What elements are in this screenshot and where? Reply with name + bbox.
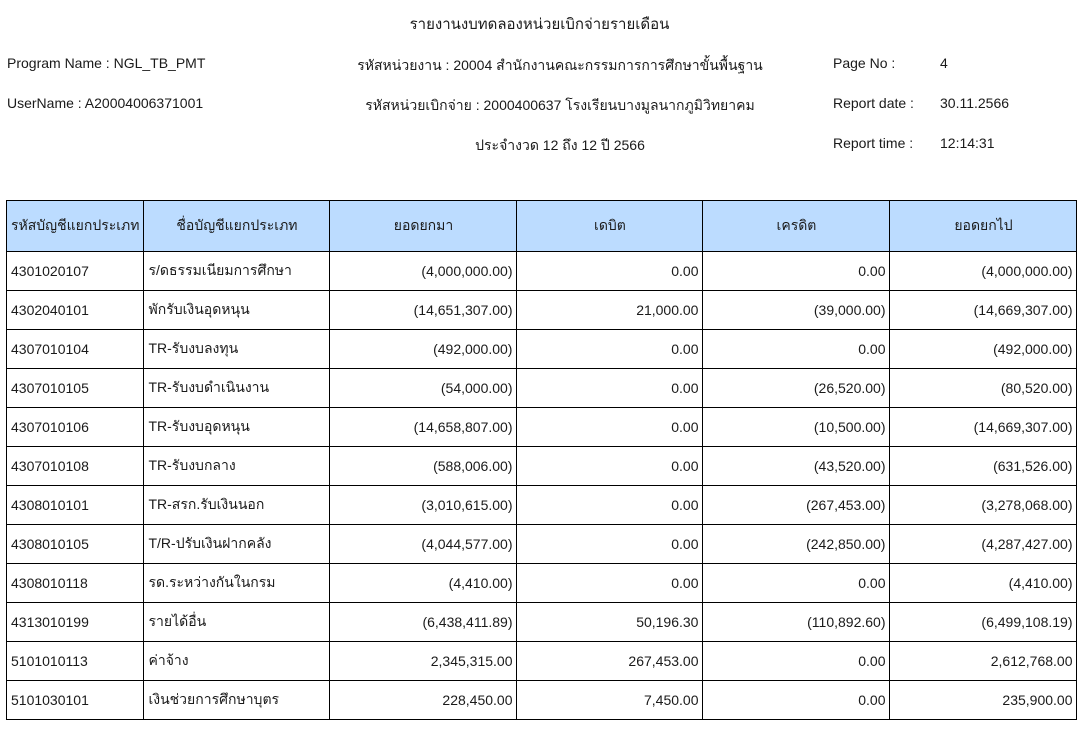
report-period: ประจำงวด 12 ถึง 12 ปี 2566 bbox=[475, 137, 645, 153]
credit-cell: 0.00 bbox=[703, 252, 890, 291]
opening-balance-cell: (14,658,807.00) bbox=[330, 408, 517, 447]
table-row bbox=[7, 642, 1077, 681]
closing-balance-cell: (4,287,427.00) bbox=[890, 525, 1077, 564]
credit-cell: (242,850.00) bbox=[703, 525, 890, 564]
credit-cell: (43,520.00) bbox=[703, 447, 890, 486]
table-row bbox=[7, 603, 1077, 642]
header-account-code: รหัสบัญชีแยกประเภท bbox=[7, 201, 144, 252]
credit-cell: (267,453.00) bbox=[703, 486, 890, 525]
debit-cell: 0.00 bbox=[517, 252, 703, 291]
closing-balance-cell: 235,900.00 bbox=[890, 681, 1077, 720]
account-code-cell: 4308010101 bbox=[7, 486, 144, 525]
closing-balance-cell: (6,499,108.19) bbox=[890, 603, 1077, 642]
table-row bbox=[7, 525, 1077, 564]
account-code-cell: 4307010108 bbox=[7, 447, 144, 486]
report-date-value: 30.11.2566 bbox=[940, 95, 1010, 111]
account-name-cell: TR-รับงบดำเนินงาน bbox=[144, 369, 330, 408]
opening-balance-cell: 228,450.00 bbox=[330, 681, 517, 720]
credit-cell: (110,892.60) bbox=[703, 603, 890, 642]
account-code-cell: 4307010104 bbox=[7, 330, 144, 369]
table-row bbox=[7, 252, 1077, 291]
account-code-cell: 4308010105 bbox=[7, 525, 144, 564]
page-no-value: 4 bbox=[940, 55, 948, 71]
table-row bbox=[7, 681, 1077, 720]
account-code-cell: 4301020107 bbox=[7, 252, 144, 291]
credit-cell: 0.00 bbox=[703, 564, 890, 603]
account-name-cell: TR-รับงบลงทุน bbox=[144, 330, 330, 369]
header-debit: เดบิต bbox=[517, 201, 703, 252]
credit-cell: 0.00 bbox=[703, 330, 890, 369]
debit-cell: 0.00 bbox=[517, 369, 703, 408]
account-code-cell: 5101030101 bbox=[7, 681, 144, 720]
account-code-cell: 4308010118 bbox=[7, 564, 144, 603]
credit-cell: (26,520.00) bbox=[703, 369, 890, 408]
account-code-cell: 4307010106 bbox=[7, 408, 144, 447]
header-opening-balance: ยอดยกมา bbox=[330, 201, 517, 252]
opening-balance-cell: 2,345,315.00 bbox=[330, 642, 517, 681]
opening-balance-cell: (492,000.00) bbox=[330, 330, 517, 369]
table-row bbox=[7, 369, 1077, 408]
report-time-value: 12:14:31 bbox=[940, 135, 995, 151]
program-name: Program Name : NGL_TB_PMT bbox=[7, 55, 206, 71]
account-name-cell: TR-รับงบอุดหนุน bbox=[144, 408, 330, 447]
credit-cell: 0.00 bbox=[703, 642, 890, 681]
opening-balance-cell: (588,006.00) bbox=[330, 447, 517, 486]
debit-cell: 0.00 bbox=[517, 447, 703, 486]
debit-cell: 267,453.00 bbox=[517, 642, 703, 681]
table-row bbox=[7, 330, 1077, 369]
closing-balance-cell: (3,278,068.00) bbox=[890, 486, 1077, 525]
account-name-cell: เงินช่วยการศึกษาบุตร bbox=[144, 681, 330, 720]
opening-balance-cell: (14,651,307.00) bbox=[330, 291, 517, 330]
closing-balance-cell: 2,612,768.00 bbox=[890, 642, 1077, 681]
user-name: UserName : A20004006371001 bbox=[7, 95, 204, 111]
table-row bbox=[7, 447, 1077, 486]
closing-balance-cell: (4,000,000.00) bbox=[890, 252, 1077, 291]
debit-cell: 0.00 bbox=[517, 525, 703, 564]
opening-balance-cell: (3,010,615.00) bbox=[330, 486, 517, 525]
opening-balance-cell: (4,044,577.00) bbox=[330, 525, 517, 564]
closing-balance-cell: (4,410.00) bbox=[890, 564, 1077, 603]
table-row bbox=[7, 564, 1077, 603]
page-no-label: Page No : bbox=[833, 55, 896, 71]
table-row bbox=[7, 408, 1077, 447]
report-date-label: Report date : bbox=[833, 95, 914, 111]
opening-balance-cell: (4,410.00) bbox=[330, 564, 517, 603]
header-credit: เครดิต bbox=[703, 201, 890, 252]
account-code-cell: 4302040101 bbox=[7, 291, 144, 330]
account-name-cell: ค่าจ้าง bbox=[144, 642, 330, 681]
debit-cell: 50,196.30 bbox=[517, 603, 703, 642]
disbursing-unit-code: รหัสหน่วยเบิกจ่าย : 2000400637 โรงเรียนบางมูลนากภูมิวิทยาคม bbox=[365, 97, 755, 113]
closing-balance-cell: (80,520.00) bbox=[890, 369, 1077, 408]
debit-cell: 0.00 bbox=[517, 564, 703, 603]
credit-cell: 0.00 bbox=[703, 681, 890, 720]
closing-balance-cell: (14,669,307.00) bbox=[890, 291, 1077, 330]
account-code-cell: 4307010105 bbox=[7, 369, 144, 408]
trial-balance-table bbox=[6, 200, 1077, 720]
debit-cell: 21,000.00 bbox=[517, 291, 703, 330]
account-name-cell: พักรับเงินอุดหนุน bbox=[144, 291, 330, 330]
opening-balance-cell: (4,000,000.00) bbox=[330, 252, 517, 291]
closing-balance-cell: (631,526.00) bbox=[890, 447, 1077, 486]
account-name-cell: รด.ระหว่างกันในกรม bbox=[144, 564, 330, 603]
account-name-cell: TR-สรก.รับเงินนอก bbox=[144, 486, 330, 525]
account-name-cell: T/R-ปรับเงินฝากคลัง bbox=[144, 525, 330, 564]
account-code-cell: 5101010113 bbox=[7, 642, 144, 681]
account-name-cell: ร/ดธรรมเนียมการศึกษา bbox=[144, 252, 330, 291]
report-title: รายงานงบทดลองหน่วยเบิกจ่ายรายเดือน bbox=[409, 16, 670, 33]
closing-balance-cell: (14,669,307.00) bbox=[890, 408, 1077, 447]
account-code-cell: 4313010199 bbox=[7, 603, 144, 642]
table-row bbox=[7, 486, 1077, 525]
credit-cell: (10,500.00) bbox=[703, 408, 890, 447]
account-name-cell: TR-รับงบกลาง bbox=[144, 447, 330, 486]
opening-balance-cell: (6,438,411.89) bbox=[330, 603, 517, 642]
credit-cell: (39,000.00) bbox=[703, 291, 890, 330]
table-row bbox=[7, 291, 1077, 330]
account-name-cell: รายได้อื่น bbox=[144, 603, 330, 642]
table-header-row bbox=[7, 201, 1077, 252]
agency-code: รหัสหน่วยงาน : 20004 สำนักงานคณะกรรมการการศึกษาขั้นพื้นฐาน bbox=[357, 57, 763, 73]
opening-balance-cell: (54,000.00) bbox=[330, 369, 517, 408]
closing-balance-cell: (492,000.00) bbox=[890, 330, 1077, 369]
debit-cell: 7,450.00 bbox=[517, 681, 703, 720]
debit-cell: 0.00 bbox=[517, 408, 703, 447]
header-closing-balance: ยอดยกไป bbox=[890, 201, 1077, 252]
debit-cell: 0.00 bbox=[517, 486, 703, 525]
debit-cell: 0.00 bbox=[517, 330, 703, 369]
report-time-label: Report time : bbox=[833, 135, 914, 151]
header-account-name: ชื่อบัญชีแยกประเภท bbox=[144, 201, 330, 252]
